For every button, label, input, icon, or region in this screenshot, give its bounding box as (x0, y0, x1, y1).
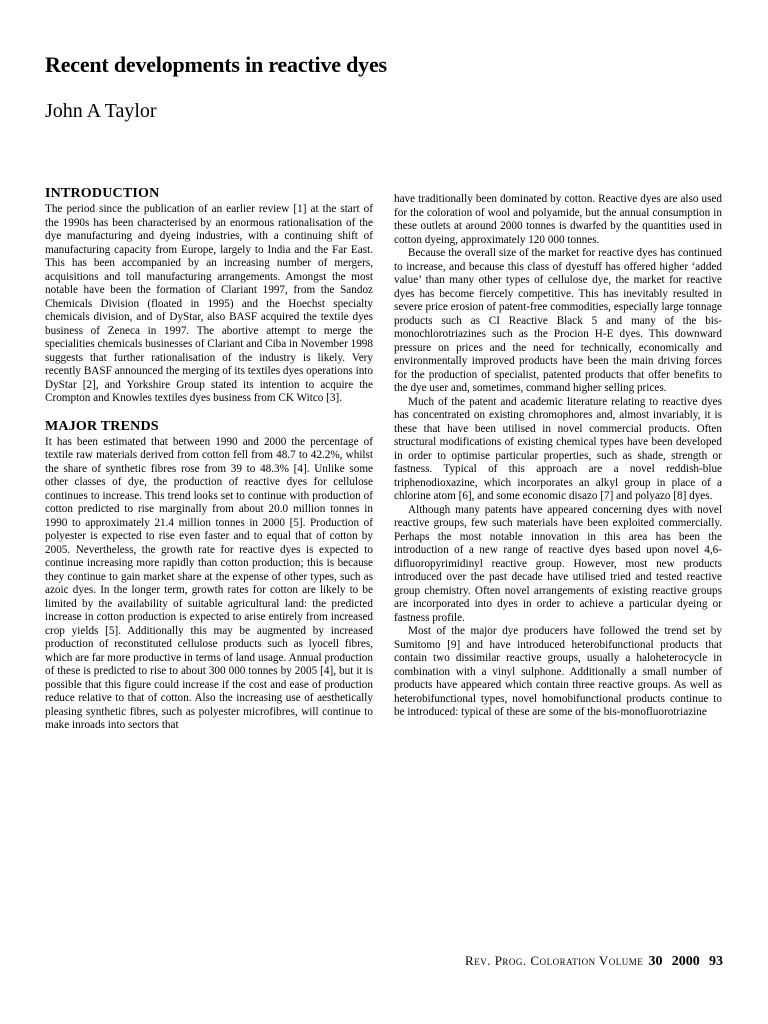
volume-number: 30 (648, 954, 663, 969)
paragraph: The period since the publication of an earlier review [1] at the start of the 1990s has been characterised by an enormous rationalisation of the dye manufacturing and dyeing industries, with a continuing shift of manufacturing capacity from Europe, largely to India and the Far East. This has been accompanied by an increasing number of mergers, acquisitions and toll manufacturing arrangements. Amongst the most notable have been the formation of Clariant 1997, from the Sandoz Chemicals Division (floated in 1995) and the Hoechst specialty chemicals division, and of DyStar, also BASF acquired the textile dyes business of Zeneca in 1997. The abortive attempt to merge the specialities chemicals businesses of Clariant and Ciba in November 1998 suggests that further rationalisation of the industry is likely. Very recently BASF announced the merging of its textiles dyes operations into DyStar [2], and Yorkshire Group stated its intention to acquire the Crompton and Knowles textiles dyes business from CK Witco [3]. (45, 203, 373, 404)
volume-label: Volume (598, 953, 644, 968)
paragraph: Because the overall size of the market for reactive dyes has continued to increase, and because this class of dyestuff has offered higher ‘added value’ than many other types of cellulose dye, the market for reactive dyes has become fiercely competitive. This has inevitably resulted in severe price erosion of patent-free commodities, especially large tonnage products such as CI Reactive Black 5 and many of the bis-monochlorotriazines such as the Procion H-E dyes. This downward pressure on prices and the need for technically, economically and environmentally improved products have been the main driving forces for the production of specialist, patented products that offer benefits to the dye user and, sometimes, command higher selling prices. (394, 247, 722, 394)
section-heading-major-trends: MAJOR TRENDS (45, 418, 159, 434)
page-number: 93 (709, 954, 723, 969)
paragraph: Much of the patent and academic literature relating to reactive dyes has concentrated on existing chromophores and, almost invariably, it is these that have been utilised in novel commercial products. Often structural modifications of existing chemical types have been developed in order to optimise particular properties, such as shade, strength or fastness. Typical of this approach are a novel reddish-blue triphenodioxazine, which incorporates an alkyl group in place of a chlorine atom [6], and some economic disazo [7] and polyazo [8] dyes. (394, 395, 722, 502)
right-column (394, 193, 722, 720)
journal-name: Rev. Prog. Coloration (465, 953, 596, 968)
section-heading-introduction: INTRODUCTION (45, 186, 160, 201)
left-column (45, 186, 373, 733)
paragraph: It has been estimated that between 1990 and 2000 the percentage of textile raw materials derived from cotton fell from 48.7 to 42.2%, whilst the share of synthetic fibres rose from 39 to 48.3% [4]. Unlike some other classes of dye, the production of reactive dyes for cellulose continues to increase. This trend looks set to continue with production of cotton predicted to rise marginally from about 20.0 million tonnes in 1990 to approximately 21.4 million tonnes in 2000 [5]. Production of polyester is expected to rise even faster and to equal that of cotton by 2005. Nevertheless, the growth rate for reactive dyes is expected to continue increasing more rapidly than cotton production; this is because they continue to gain market share at the expense of other types, such as azoic dyes. In the longer term, growth rates for cotton are likely to be limited by the availability of suitable agricultural land: the predicted increase in cotton production is expected to arise entirely from increased crop yields [5]. Additionally this may be augmented by increased production of reconstituted cellulose products such as lyocell fibres, which are far more productive in terms of land usage. Annual production of these is predicted to rise to about 300 000 tonnes by 2005 [4], but it is possible that this figure could increase if the cost and ease of production reduce relative to that of cotton. Also the increasing use of aesthetically pleasing synthetic fibres, such as polyester microfibres, will continue to make inroads into sectors that (45, 435, 373, 731)
paragraph: Although many patents have appeared concerning dyes with novel reactive groups, few such materials have been exploited commercially. Perhaps the most notable innovation in this area has been the introduction of a new range of reactive dyes based upon novel 4,6-difluoropyrimidinyl reactive group. However, most new products introduced over the past decade have utilised tried and tested reactive group chemistry. Often novel arrangements of existing reactive groups are incorporated into dyes in order to achieve a particular dyeing or fastness profile. (394, 503, 722, 624)
page-footer (465, 953, 723, 970)
article-author: John A Taylor (45, 100, 157, 122)
article-title: Recent developments in reactive dyes (45, 52, 387, 77)
paragraph: Most of the major dye producers have followed the trend set by Sumitomo [9] and have introduced heterobifunctional products that contain two dissimilar reactive groups, usually a haloheterocycle in combination with a vinyl sulphone. Additionally a small number of products have appeared which contain three reactive groups. As well as heterobifunctional types, novel homobifunctional products continue to be introduced: typical of these are some of the bis-monofluorotriazine (394, 625, 722, 718)
paragraph: have traditionally been dominated by cotton. Reactive dyes are also used for the coloration of wool and polyamide, but the annual consumption in these outlets at around 2000 tonnes is dwarfed by the quantities used in cotton dyeing, approximately 120 000 tonnes. (394, 193, 722, 246)
year: 2000 (671, 954, 700, 969)
